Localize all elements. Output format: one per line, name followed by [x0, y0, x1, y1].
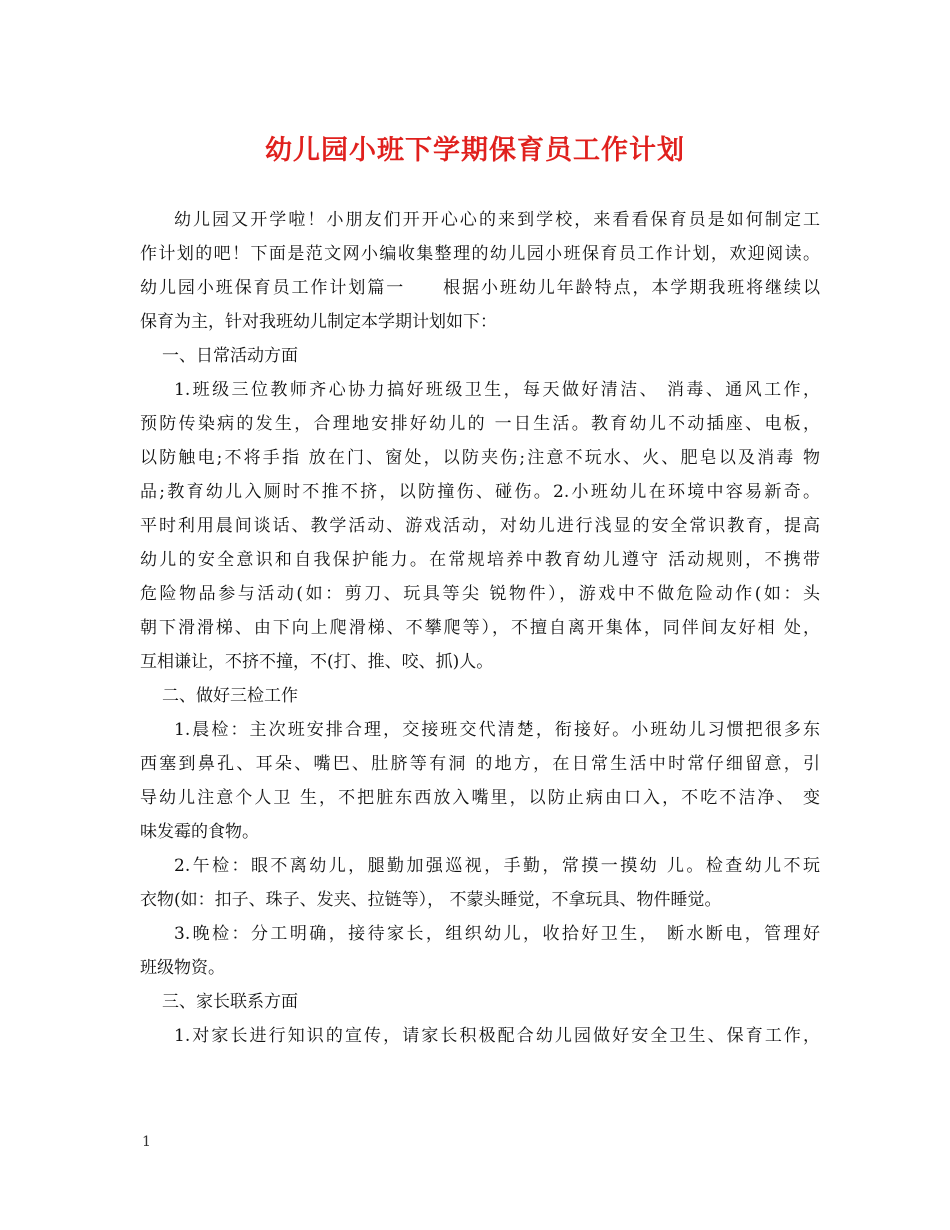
paragraph-line: 2.午检：眼不离幼儿，腿勤加强巡视，手勤，常摸一摸幼 儿。检查幼儿不玩 [174, 856, 820, 876]
paragraph-line: 1.班级三位教师齐心协力搞好班级卫生，每天做好清洁、 消毒、通风工作， [174, 380, 820, 400]
document-body [140, 203, 820, 1053]
paragraph-line: 导幼儿注意个人卫 生，不把脏东西放入嘴里，以防止病由口入，不吃不洁净、 变 [140, 788, 820, 808]
paragraph-line: 以防触电;不将手指 放在门、窗处，以防夹伤;注意不玩水、火、肥皂以及消毒 物 [140, 448, 820, 468]
paragraph-line: 西塞到鼻孔、耳朵、嘴巴、肚脐等有洞 的地方，在日常生活中时常仔细留意，引 [140, 754, 820, 774]
paragraph-line: 1.晨检：主次班安排合理，交接班交代清楚，衔接好。小班幼儿习惯把很多东 [174, 720, 820, 740]
paragraph-line: 品;教育幼儿入厕时不推不挤，以防撞伤、碰伤。2.小班幼儿在环境中容易新奇。 [140, 482, 820, 502]
section-heading: 一、日常活动方面 [162, 346, 298, 366]
paragraph-line: 幼儿园又开学啦！小朋友们开开心心的来到学校，来看看保育员是如何制定工 [174, 210, 820, 230]
paragraph-line: 作计划的吧！下面是范文网小编收集整理的幼儿园小班保育员工作计划，欢迎阅读。 [140, 244, 820, 264]
page-number: 1 [142, 1134, 151, 1150]
paragraph-line: 班级物资。 [140, 958, 225, 978]
paragraph-line: 3.晚检：分工明确，接待家长，组织幼儿，收拾好卫生， 断水断电，管理好 [174, 924, 820, 944]
paragraph-line: 互相谦让，不挤不撞，不(打、推、咬、抓)人。 [140, 652, 494, 672]
paragraph-line: 预防传染病的发生，合理地安排好幼儿的 一日生活。教育幼儿不动插座、电板， [140, 414, 820, 434]
paragraph-line: 1.对家长进行知识的宣传，请家长积极配合幼儿园做好安全卫生、保育工作， [174, 1026, 820, 1046]
paragraph-line: 保育为主，针对我班幼儿制定本学期计划如下： [140, 312, 497, 332]
paragraph-line: 平时利用晨间谈话、教学活动、游戏活动，对幼儿进行浅显的安全常识教育，提高 [140, 516, 820, 536]
paragraph-line: 朝下滑滑梯、由下向上爬滑梯、不攀爬等），不擅自离开集体，同伴间友好相 处， [140, 618, 820, 638]
paragraph-line: 危险物品参与活动(如：剪刀、玩具等尖 锐物件），游戏中不做危险动作(如：头 [140, 584, 820, 604]
paragraph-line: 衣物(如：扣子、珠子、发夹、拉链等）， 不蒙头睡觉，不拿玩具、物件睡觉。 [140, 890, 722, 910]
paragraph-line: 味发霉的食物。 [140, 822, 259, 842]
section-heading: 三、家长联系方面 [162, 992, 298, 1012]
paragraph-line: 幼儿园小班保育员工作计划篇一 根据小班幼儿年龄特点，本学期我班将继续以 [140, 278, 820, 298]
paragraph-line: 幼儿的安全意识和自我保护能力。在常规培养中教育幼儿遵守 活动规则，不携带 [140, 550, 820, 570]
section-heading: 二、做好三检工作 [162, 686, 298, 706]
document-title: 幼儿园小班下学期保育员工作计划 [265, 135, 685, 166]
